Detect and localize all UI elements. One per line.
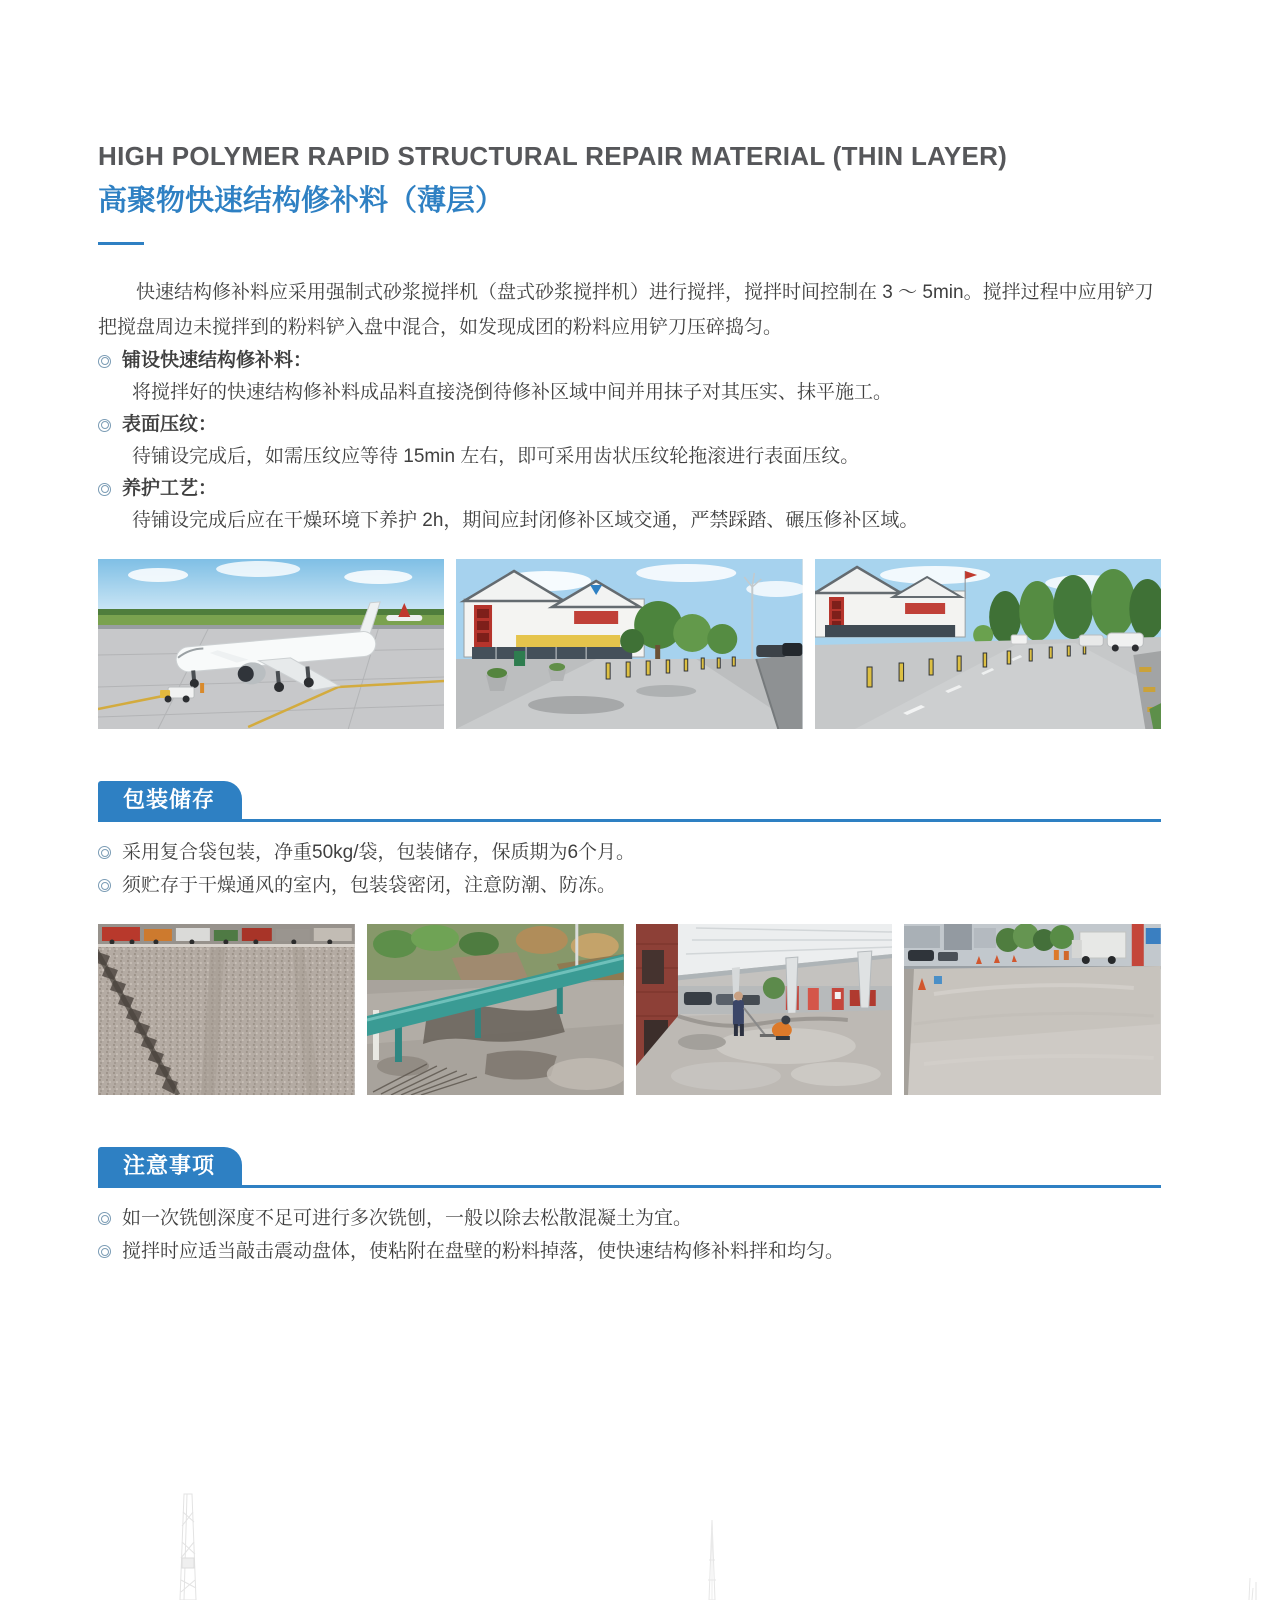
fresh-pavement-photo-illustration [904, 924, 1161, 1095]
photo-workers-applying [636, 924, 893, 1095]
photo-row-application [98, 559, 1161, 729]
section-header-precautions [98, 1147, 1161, 1188]
list-item-text: 将搅拌好的快速结构修补料成品料直接浇倒待修补区域中间并用抹子对其压实、抹平施工。 [132, 382, 893, 403]
list-item-text: 须贮存于干燥通风的室内，包装袋密闭，注意防潮、防冻。 [122, 875, 617, 896]
list-item [98, 1235, 1161, 1268]
list-item [98, 1202, 1161, 1235]
bullseye-icon [98, 355, 111, 368]
list-item-label: 铺设快速结构修补料： [122, 350, 313, 371]
photo-guardrail-repair [367, 924, 624, 1095]
list-item [98, 836, 1161, 869]
page-title-english: HIGH POLYMER RAPID STRUCTURAL REPAIR MATERIAL (THIN LAYER) [98, 141, 1008, 171]
page-content [98, 0, 1161, 1268]
photo-airport-apron-airplane [98, 559, 444, 729]
intro-list [98, 345, 1161, 537]
page-title-chinese: 高聚物快速结构修补料（薄层） [98, 185, 505, 217]
list-item-text: 如一次铣刨深度不足可进行多次铣刨，一般以除去松散混凝土为宜。 [122, 1208, 693, 1229]
list-item-label: 养护工艺： [122, 478, 218, 499]
guardrail-photo-illustration [367, 924, 624, 1095]
bullseye-icon [98, 1212, 111, 1225]
list-item [98, 409, 1161, 441]
watermark-building-sketch [1244, 1576, 1264, 1600]
list-item [98, 345, 1161, 377]
service-building-photo-illustration [456, 559, 802, 729]
bullseye-icon [98, 1245, 111, 1258]
workers-photo-illustration [636, 924, 893, 1095]
list-item-text: 搅拌时应适当敲击震动盘体，使粘附在盘壁的粉料掉落，使快速结构修补料拌和均匀。 [122, 1241, 845, 1262]
watermark-tower-sketch [170, 1492, 206, 1600]
section-header-packaging [98, 781, 1161, 822]
watermark-spire-sketch [704, 1520, 720, 1600]
section-title-tab: 包装储存 [98, 781, 242, 819]
bullseye-icon [98, 879, 111, 892]
list-item [98, 869, 1161, 902]
bullseye-icon [98, 419, 111, 432]
packaging-bullets [98, 836, 1161, 902]
list-item-text: 待铺设完成后，如需压纹应等待 15min 左右，即可采用齿状压纹轮拖滚进行表面压纹。 [132, 446, 860, 467]
airplane-photo-illustration [98, 559, 444, 729]
bullseye-icon [98, 483, 111, 496]
road-bollards-photo-illustration [815, 559, 1161, 729]
photo-row-jobsite [98, 924, 1161, 1095]
photo-fresh-pavement [904, 924, 1161, 1095]
section-title-tab: 注意事项 [98, 1147, 242, 1185]
photo-service-area-building [456, 559, 802, 729]
precautions-bullets [98, 1202, 1161, 1268]
title-underline [98, 242, 144, 245]
intro-paragraph: 快速结构修补料应采用强制式砂浆搅拌机（盘式砂浆搅拌机）进行搅拌，搅拌时间控制在 3 ～ 5min。搅拌过程中应用铲刀把搅盘周边未搅拌到的粉料铲入盘中混合，如发现成团的粉料应用铲刀压碎捣匀。 [98, 282, 1154, 338]
list-item [98, 473, 1161, 505]
list-item-label: 表面压纹： [122, 414, 218, 435]
bullseye-icon [98, 846, 111, 859]
list-item-text: 采用复合袋包装，净重50kg/袋，包装储存，保质期为6个月。 [122, 842, 636, 863]
photo-service-area-road [815, 559, 1161, 729]
milled-surface-photo-illustration [98, 924, 355, 1095]
photo-milled-surface [98, 924, 355, 1095]
list-item-text: 待铺设完成后应在干燥环境下养护 2h，期间应封闭修补区域交通，严禁踩踏、碾压修补区域。 [132, 510, 919, 531]
